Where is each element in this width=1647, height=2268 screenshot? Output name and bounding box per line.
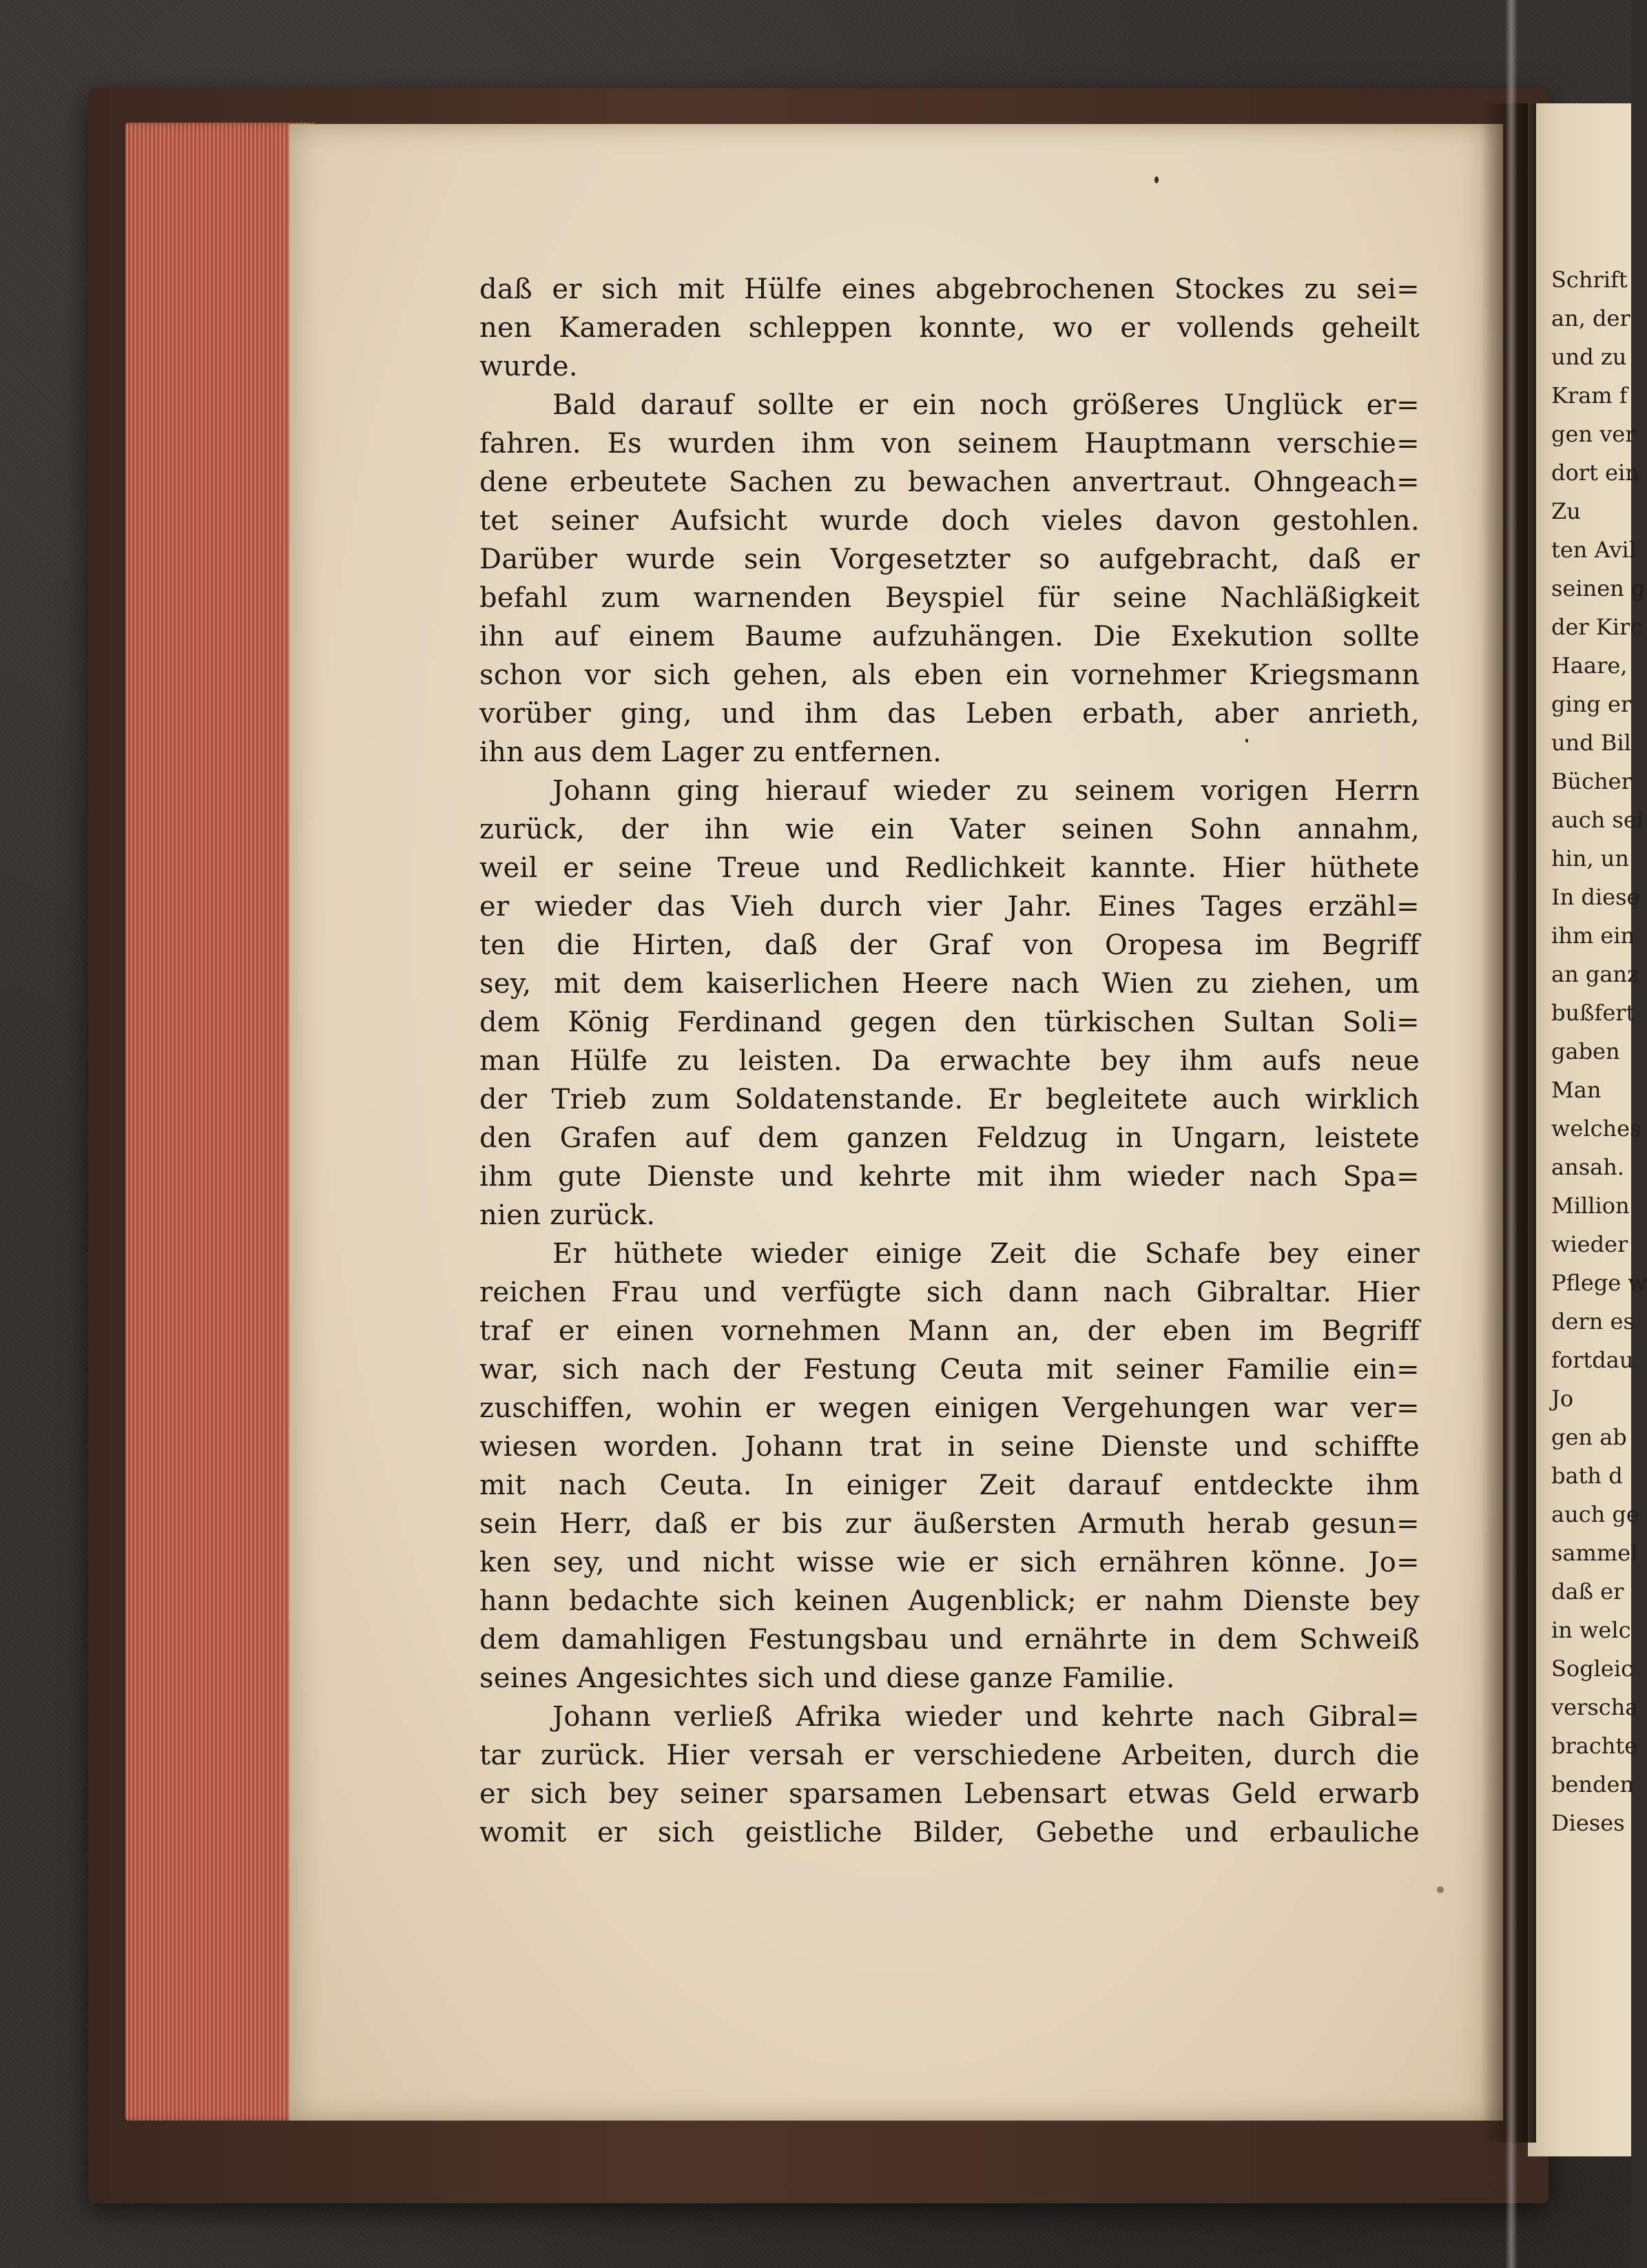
text-line: zurück, der ihn wie ein Vater seinen Sohn annahm,: [479, 814, 1420, 845]
page-speck: [1245, 739, 1248, 743]
right-page-fragment: gen ver: [1551, 421, 1636, 447]
page-speck: [1437, 1886, 1444, 1893]
right-page-fragment: ihm ein: [1551, 922, 1635, 949]
text-line: fahren. Es wurden ihm von seinem Hauptmann verschie=: [479, 428, 1420, 460]
text-line: weil er seine Treue und Redlichkeit kannte. Hier hüthete: [479, 852, 1420, 884]
text-line: Bald darauf sollte er ein noch größeres Unglück er=: [552, 389, 1420, 421]
right-page-fragment: auch ge: [1551, 1501, 1639, 1527]
right-page-fragment: benden: [1551, 1771, 1635, 1797]
text-line: Johann ging hierauf wieder zu seinem vorigen Herrn: [552, 775, 1420, 807]
right-page-fragment: bath d: [1551, 1463, 1623, 1489]
text-line: er wieder das Vieh durch vier Jahr. Eines Tages erzähl=: [479, 891, 1420, 922]
text-line: hann bedachte sich keinen Augenblick; er nahm Dienste bey: [479, 1585, 1420, 1617]
right-page-fragment: Dieses: [1551, 1810, 1625, 1836]
text-line: schon vor sich gehen, als eben ein vornehmer Kriegsmann: [479, 659, 1420, 691]
right-page-fragment: Pflege w: [1551, 1270, 1647, 1296]
text-line: ihn aus dem Lager zu entfernen.: [479, 736, 942, 768]
right-page-fragment: sammel: [1551, 1540, 1638, 1566]
text-line: ihn auf einem Baume aufzuhängen. Die Exekution sollte: [479, 621, 1420, 652]
right-page-fragment: auch sei: [1551, 807, 1644, 833]
right-page-fragment: seinen g: [1551, 575, 1646, 601]
right-page-fragment: In diese: [1551, 884, 1640, 910]
text-line: ken sey, und nicht wisse wie er sich ernähren könne. Jo=: [479, 1547, 1420, 1578]
text-line: nen Kameraden schleppen konnte, wo er vollends geheilt: [479, 312, 1420, 344]
right-page-fragment: Sogleic: [1551, 1656, 1633, 1682]
text-line: Darüber wurde sein Vorgesetzter so aufgebracht, daß er: [479, 544, 1420, 575]
text-line: er sich bey seiner sparsamen Lebensart etwas Geld erwarb: [479, 1778, 1420, 1810]
text-line: ihm gute Dienste und kehrte mit ihm wieder nach Spa=: [479, 1161, 1420, 1193]
right-page-fragment: Schrift: [1551, 267, 1628, 293]
right-page-fragment: dern es: [1551, 1308, 1635, 1334]
text-line: mit nach Ceuta. In einiger Zeit darauf entdeckte ihm: [479, 1470, 1420, 1501]
right-page-fragment: verscha: [1551, 1694, 1639, 1720]
right-page-fragment: an, der: [1551, 305, 1630, 331]
right-page-fragment: in welc: [1551, 1617, 1631, 1643]
page-text-block: [479, 270, 1420, 1852]
text-line: nien zurück.: [479, 1199, 656, 1231]
right-page-fragment: daß er: [1551, 1578, 1624, 1605]
text-line: dene erbeutete Sachen zu bewachen anvertraut. Ohngeach=: [479, 466, 1420, 498]
right-page-fragment: Jo: [1551, 1385, 1574, 1412]
text-line: Er hüthete wieder einige Zeit die Schafe bey einer: [552, 1238, 1420, 1270]
right-page-fragment: und Bil: [1551, 730, 1631, 756]
text-line: zuschiffen, wohin er wegen einigen Vergehungen war ver=: [479, 1392, 1420, 1424]
page-edges: [125, 123, 315, 2121]
right-page-fragment: Zu: [1551, 498, 1581, 524]
right-page-fragment: gen ab: [1551, 1424, 1627, 1450]
text-line: tet seiner Aufsicht wurde doch vieles davon gestohlen.: [479, 505, 1420, 537]
text-line: seines Angesichtes sich und diese ganze Familie.: [479, 1662, 1175, 1694]
right-page-text-fragments: [1551, 260, 1647, 1842]
text-line: man Hülfe zu leisten. Da erwachte bey ihm aufs neue: [479, 1045, 1420, 1077]
text-line: der Trieb zum Soldatenstande. Er begleitete auch wirklich: [479, 1084, 1420, 1115]
text-line: sey, mit dem kaiserlichen Heere nach Wien zu ziehen, um: [479, 968, 1420, 1000]
text-line: befahl zum warnenden Beyspiel für seine Nachläßigkeit: [479, 582, 1420, 614]
right-page-fragment: Man: [1551, 1077, 1602, 1103]
right-page-fragment: gaben: [1551, 1038, 1620, 1064]
right-page-fragment: Kram f: [1551, 382, 1628, 409]
text-line: dem König Ferdinand gegen den türkischen Sultan Soli=: [479, 1007, 1420, 1038]
text-line: wiesen worden. Johann trat in seine Dienste und schiffte: [479, 1431, 1420, 1463]
right-page-fragment: welches: [1551, 1115, 1641, 1142]
text-line: dem damahligen Festungsbau und ernährte in dem Schweiß: [479, 1624, 1420, 1656]
text-line: traf er einen vornehmen Mann an, der eben im Begriff: [479, 1315, 1420, 1347]
right-page-fragment: ten Avil: [1551, 537, 1636, 563]
right-page-fragment: bußfert: [1551, 1000, 1635, 1026]
text-line: den Grafen auf dem ganzen Feldzug in Ungarn, leistete: [479, 1122, 1420, 1154]
right-page-fragment: an ganz: [1551, 961, 1639, 987]
page-speck: [1154, 176, 1159, 183]
right-page-fragment: hin, un: [1551, 845, 1630, 872]
right-page-fragment: Haare,: [1551, 652, 1628, 679]
text-line: war, sich nach der Festung Ceuta mit seiner Familie ein=: [479, 1354, 1420, 1385]
text-line: womit er sich geistliche Bilder, Gebethe und erbauliche: [479, 1817, 1420, 1848]
text-line: Johann verließ Afrika wieder und kehrte nach Gibral=: [552, 1701, 1420, 1733]
text-line: tar zurück. Hier versah er verschiedene Arbeiten, durch die: [479, 1740, 1420, 1771]
right-page-fragment: dort ein: [1551, 460, 1639, 486]
text-line: daß er sich mit Hülfe eines abgebrochenen Stockes zu sei=: [479, 274, 1420, 305]
text-line: wurde.: [479, 351, 578, 382]
right-page-fragment: ging er: [1551, 691, 1632, 717]
right-page-fragment: Bücher: [1551, 768, 1632, 794]
text-line: sein Herr, daß er bis zur äußersten Armuth herab gesun=: [479, 1508, 1420, 1540]
right-page-fragment: der Kirc: [1551, 614, 1643, 640]
right-page-fragment: und zu: [1551, 344, 1627, 370]
text-line: ten die Hirten, daß der Graf von Oropesa im Begriff: [479, 929, 1420, 961]
glass-rod: [1506, 0, 1517, 2268]
text-line: vorüber ging, und ihm das Leben erbath, aber anrieth,: [479, 698, 1420, 730]
right-page-fragment: brachte: [1551, 1733, 1638, 1759]
right-page-fragment: fortdau: [1551, 1347, 1634, 1373]
text-line: reichen Frau und verfügte sich dann nach Gibraltar. Hier: [479, 1277, 1420, 1308]
right-page-fragment: Million: [1551, 1193, 1630, 1219]
right-page-fragment: wieder: [1551, 1231, 1628, 1257]
right-page-fragment: ansah.: [1551, 1154, 1624, 1180]
